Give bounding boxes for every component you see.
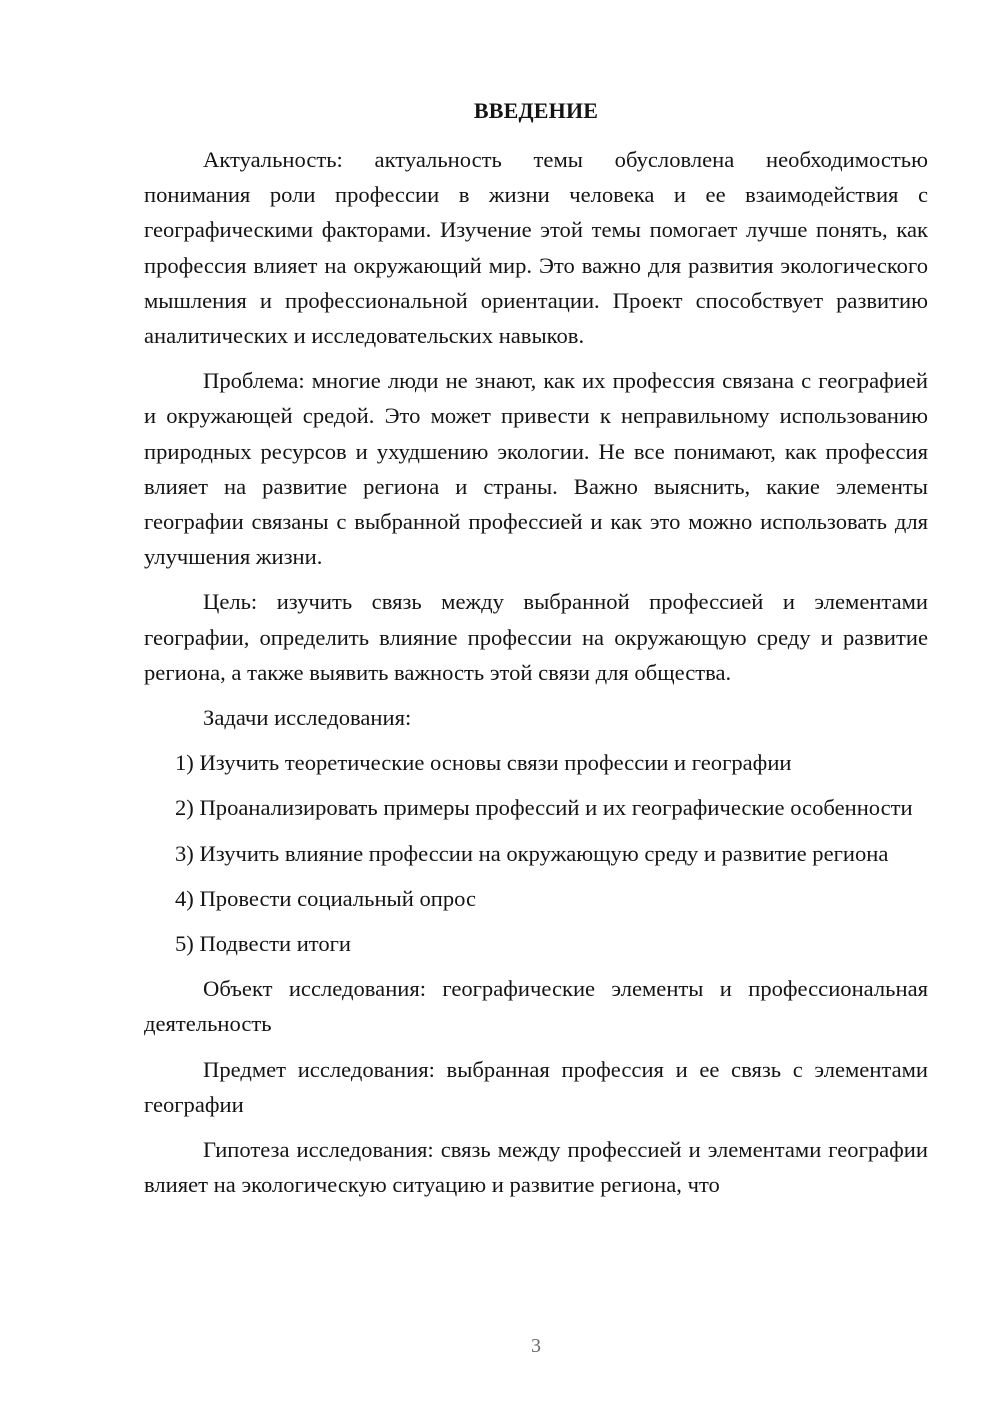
task-item: 3) Изучить влияние профессии на окружающую среду и развитие региона [175,840,889,866]
paragraph-problem: Проблема: многие люди не знают, как их профессия связана с географией и окружающей средой. Это может привести к неправильному использованию природных ресурсов и ухудшению экологии. Не все понимают, как профессия влияет на развитие региона и страны. Важно выяснить, какие элементы географии связаны с выбранной профессией и как это можно использовать для улучшения жизни. [144,368,928,570]
paragraph-subject: Предмет исследования: выбранная профессия и ее связь с элементами географии [144,1056,928,1117]
paragraph-object: Объект исследования: географические элементы и профессиональная деятельность [144,976,928,1037]
task-item: 2) Проанализировать примеры профессий и их географические особенности [175,795,913,821]
task-item: 1) Изучить теоретические основы связи профессии и географии [175,750,792,776]
document-body [144,142,928,1202]
page-number: 3 [531,1335,541,1357]
task-item: 5) Подвести итоги [175,931,352,957]
paragraph-hypothesis: Гипотеза исследования: связь между профессией и элементами географии влияет на экологическую ситуацию и развитие региона, что [144,1137,928,1198]
paragraph-relevance: Актуальность: актуальность темы обусловлена необходимостью понимания роли профессии в жизни человека и ее взаимодействия с географическими факторами. Изучение этой темы помогает лучше понять, как профессия влияет на окружающий мир. Это важно для развития экологического мышления и профессиональной ориентации. Проект способствует развитию аналитических и исследовательских навыков. [144,147,928,349]
paragraph-tasks-heading: Задачи исследования: [203,705,412,731]
paragraph-goal: Цель: изучить связь между выбранной профессией и элементами географии, определить влияние профессии на окружающую среду и развитие региона, а также выявить важность этой связи для общества. [144,589,928,685]
page-title: ВВЕДЕНИЕ [473,98,599,123]
task-item: 4) Провести социальный опрос [175,885,477,911]
